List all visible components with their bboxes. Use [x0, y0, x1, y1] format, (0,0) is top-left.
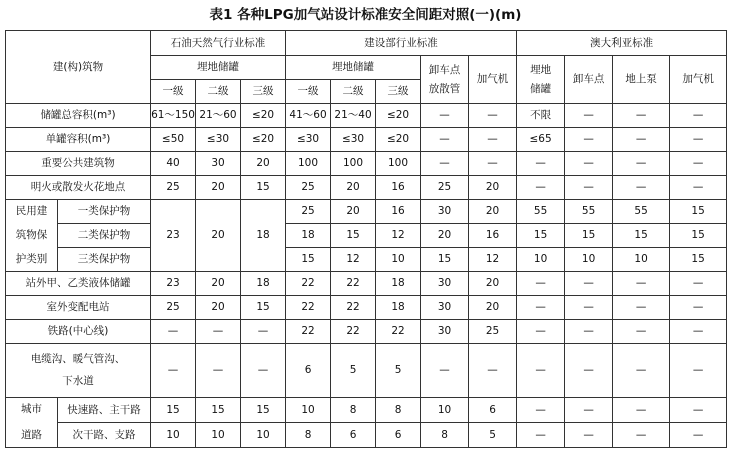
- cell: 18: [241, 200, 286, 272]
- cell: 20: [331, 200, 376, 224]
- row-label: 储罐总容积(m³): [6, 104, 151, 128]
- cell: 15: [670, 200, 727, 224]
- cell: 25: [286, 176, 331, 200]
- cell: —: [517, 423, 565, 448]
- cell: —: [421, 344, 469, 398]
- petro-subheader: 埋地储罐: [151, 56, 286, 80]
- cell: 5: [376, 344, 421, 398]
- cell: —: [565, 398, 613, 423]
- dispenser-header: 加气机: [469, 56, 517, 104]
- row-label: 二类保护物: [58, 224, 151, 248]
- row-label: 三类保护物: [58, 248, 151, 272]
- row-label: 重要公共建筑物: [6, 152, 151, 176]
- cell: —: [421, 128, 469, 152]
- road-group-label: [6, 398, 58, 448]
- cell: —: [517, 398, 565, 423]
- cell: 15: [286, 248, 331, 272]
- cell: 20: [331, 176, 376, 200]
- cell: 22: [331, 272, 376, 296]
- civil-group-line1: 民用建: [15, 205, 48, 217]
- cell: 20: [469, 272, 517, 296]
- cell: 15: [565, 224, 613, 248]
- cell: —: [241, 320, 286, 344]
- cell: 8: [331, 398, 376, 423]
- cell: —: [196, 320, 241, 344]
- cell: 不限: [517, 104, 565, 128]
- table-row: [6, 344, 727, 398]
- cell: —: [613, 423, 670, 448]
- row-label: 室外变配电站: [6, 296, 151, 320]
- cell: 10: [565, 248, 613, 272]
- road-group-line1: 城市: [21, 403, 42, 415]
- row-label: 单罐容积(m³): [6, 128, 151, 152]
- cell: —: [670, 272, 727, 296]
- cell: —: [613, 104, 670, 128]
- safety-distance-table: [5, 30, 727, 448]
- table-row: [6, 320, 727, 344]
- cell: —: [670, 296, 727, 320]
- cell: 16: [376, 200, 421, 224]
- cell: 16: [376, 176, 421, 200]
- cell: 21～60: [196, 104, 241, 128]
- cell: ≤20: [376, 128, 421, 152]
- grade-3-construct: 三级: [376, 80, 421, 104]
- grade-3-petro: 三级: [241, 80, 286, 104]
- cell: 30: [421, 200, 469, 224]
- group-header-petro: 石油天然气行业标准: [151, 31, 286, 56]
- grade-1-petro: 一级: [151, 80, 196, 104]
- cell: —: [565, 344, 613, 398]
- cell: 25: [286, 200, 331, 224]
- cell: —: [565, 296, 613, 320]
- cell: 12: [331, 248, 376, 272]
- cell: 15: [241, 176, 286, 200]
- cell: ≤65: [517, 128, 565, 152]
- table-row: [6, 224, 727, 248]
- cell: —: [613, 320, 670, 344]
- cell: 55: [565, 200, 613, 224]
- cell: 55: [517, 200, 565, 224]
- cell: 20: [196, 200, 241, 272]
- row-label: 次干路、支路: [58, 423, 151, 448]
- cell: —: [421, 152, 469, 176]
- cell: 25: [469, 320, 517, 344]
- unloading-vent-line1: 卸车点: [428, 63, 461, 76]
- cell: ≤30: [196, 128, 241, 152]
- cell: —: [565, 423, 613, 448]
- aus-tank-line1: 埋地: [530, 63, 552, 76]
- cell: 41～60: [286, 104, 331, 128]
- cell: 22: [331, 296, 376, 320]
- aus-dispenser-header: 加气机: [670, 56, 727, 104]
- cell: 100: [286, 152, 331, 176]
- cell: ≤20: [376, 104, 421, 128]
- cell: 30: [421, 320, 469, 344]
- cell: —: [670, 398, 727, 423]
- cable-trench-line1: 电缆沟、暖气管沟、: [30, 353, 126, 365]
- cell: 22: [286, 296, 331, 320]
- cell: —: [613, 344, 670, 398]
- table-row: [6, 200, 727, 224]
- cell: 100: [376, 152, 421, 176]
- row-label: 快速路、主干路: [58, 398, 151, 423]
- cell: —: [670, 344, 727, 398]
- cell: 20: [196, 272, 241, 296]
- cell: 30: [421, 296, 469, 320]
- table-row: [6, 128, 727, 152]
- aus-unload-header: 卸车点: [565, 56, 613, 104]
- cell: 20: [196, 176, 241, 200]
- cell: —: [517, 272, 565, 296]
- cell: —: [469, 344, 517, 398]
- cell: 15: [331, 224, 376, 248]
- cell: —: [565, 104, 613, 128]
- cell: —: [670, 128, 727, 152]
- cell: —: [613, 152, 670, 176]
- cell: 15: [241, 296, 286, 320]
- cell: 15: [421, 248, 469, 272]
- cell: 8: [286, 423, 331, 448]
- table-row: [6, 272, 727, 296]
- cell: 6: [376, 423, 421, 448]
- cell: 22: [331, 320, 376, 344]
- cell: —: [517, 296, 565, 320]
- cell: 25: [421, 176, 469, 200]
- cell: ≤30: [286, 128, 331, 152]
- cell: —: [517, 152, 565, 176]
- construct-subheader: 埋地储罐: [286, 56, 421, 80]
- table-row: [6, 423, 727, 448]
- cell: 15: [196, 398, 241, 423]
- cell: 18: [241, 272, 286, 296]
- cell: 20: [469, 176, 517, 200]
- table-row: [6, 296, 727, 320]
- cell: —: [670, 423, 727, 448]
- cell: 20: [469, 296, 517, 320]
- cell: 40: [151, 152, 196, 176]
- cell: 15: [670, 224, 727, 248]
- cell: 20: [469, 200, 517, 224]
- cable-trench-line2: 下水道: [62, 375, 94, 387]
- aus-pump-header: 地上泵: [613, 56, 670, 104]
- cell: —: [565, 320, 613, 344]
- cell: —: [670, 104, 727, 128]
- road-group-line2: 道路: [21, 429, 42, 441]
- cell: 12: [376, 224, 421, 248]
- group-header-construct: 建设部行业标准: [286, 31, 517, 56]
- table-row: [6, 152, 727, 176]
- cell: —: [151, 320, 196, 344]
- cell: 10: [517, 248, 565, 272]
- row-label: [6, 344, 151, 398]
- cell: 22: [286, 272, 331, 296]
- cell: 25: [151, 296, 196, 320]
- cell: —: [469, 128, 517, 152]
- cell: 30: [421, 272, 469, 296]
- cell: 6: [331, 423, 376, 448]
- cell: —: [565, 176, 613, 200]
- cell: 30: [196, 152, 241, 176]
- cell: ≤20: [241, 128, 286, 152]
- cell: 61～150: [151, 104, 196, 128]
- cell: —: [565, 128, 613, 152]
- cell: 8: [376, 398, 421, 423]
- grade-2-construct: 二级: [331, 80, 376, 104]
- cell: —: [517, 320, 565, 344]
- cell: 21～40: [331, 104, 376, 128]
- cell: 22: [286, 320, 331, 344]
- cell: —: [613, 272, 670, 296]
- cell: 15: [241, 398, 286, 423]
- cell: 10: [286, 398, 331, 423]
- table-row: [6, 104, 727, 128]
- civil-group-label: [6, 200, 58, 272]
- cell: 15: [151, 398, 196, 423]
- cell: —: [670, 320, 727, 344]
- cell: 15: [670, 248, 727, 272]
- cell: 6: [469, 398, 517, 423]
- cell: ≤20: [241, 104, 286, 128]
- aus-tank-line2: 储罐: [530, 82, 552, 95]
- row-label: 站外甲、乙类液体储罐: [6, 272, 151, 296]
- cell: 6: [286, 344, 331, 398]
- cell: 18: [376, 296, 421, 320]
- cell: 20: [421, 224, 469, 248]
- cell: —: [565, 152, 613, 176]
- cell: 18: [286, 224, 331, 248]
- cell: 10: [376, 248, 421, 272]
- cell: —: [196, 344, 241, 398]
- cell: 23: [151, 272, 196, 296]
- cell: 22: [376, 320, 421, 344]
- cell: —: [241, 344, 286, 398]
- grade-2-petro: 二级: [196, 80, 241, 104]
- cell: —: [517, 176, 565, 200]
- cell: —: [613, 176, 670, 200]
- civil-group-line2: 筑物保: [15, 229, 48, 241]
- row-label: 一类保护物: [58, 200, 151, 224]
- row-label: 铁路(中心线): [6, 320, 151, 344]
- cell: 12: [469, 248, 517, 272]
- cell: 10: [151, 423, 196, 448]
- cell: 20: [241, 152, 286, 176]
- cell: 8: [421, 423, 469, 448]
- table-row: [6, 248, 727, 272]
- cell: —: [670, 176, 727, 200]
- cell: —: [670, 152, 727, 176]
- cell: 55: [613, 200, 670, 224]
- corner-header: 建(构)筑物: [6, 31, 151, 104]
- cell: —: [565, 272, 613, 296]
- cell: 18: [376, 272, 421, 296]
- cell: 10: [421, 398, 469, 423]
- row-label: 明火或散发火花地点: [6, 176, 151, 200]
- cell: ≤50: [151, 128, 196, 152]
- cell: —: [517, 344, 565, 398]
- group-header-aus: 澳大利亚标准: [517, 31, 727, 56]
- cell: 16: [469, 224, 517, 248]
- cell: 5: [469, 423, 517, 448]
- unloading-vent-header: [421, 56, 469, 104]
- cell: 10: [241, 423, 286, 448]
- cell: —: [613, 128, 670, 152]
- cell: —: [421, 104, 469, 128]
- cell: 23: [151, 200, 196, 272]
- cell: —: [469, 104, 517, 128]
- unloading-vent-line2: 放散管: [428, 82, 461, 95]
- table-row: [6, 398, 727, 423]
- cell: 100: [331, 152, 376, 176]
- civil-group-line3: 护类别: [15, 253, 48, 265]
- cell: 25: [151, 176, 196, 200]
- cell: —: [151, 344, 196, 398]
- cell: —: [613, 398, 670, 423]
- cell: 20: [196, 296, 241, 320]
- table-row: [6, 176, 727, 200]
- aus-tank-header: [517, 56, 565, 104]
- cell: 10: [613, 248, 670, 272]
- cell: —: [613, 296, 670, 320]
- cell: ≤30: [331, 128, 376, 152]
- cell: 5: [331, 344, 376, 398]
- cell: 15: [517, 224, 565, 248]
- grade-1-construct: 一级: [286, 80, 331, 104]
- cell: 10: [196, 423, 241, 448]
- table-title: 表1 各种LPG加气站设计标准安全间距对照(一)(m): [209, 7, 522, 23]
- cell: —: [469, 152, 517, 176]
- cell: 15: [613, 224, 670, 248]
